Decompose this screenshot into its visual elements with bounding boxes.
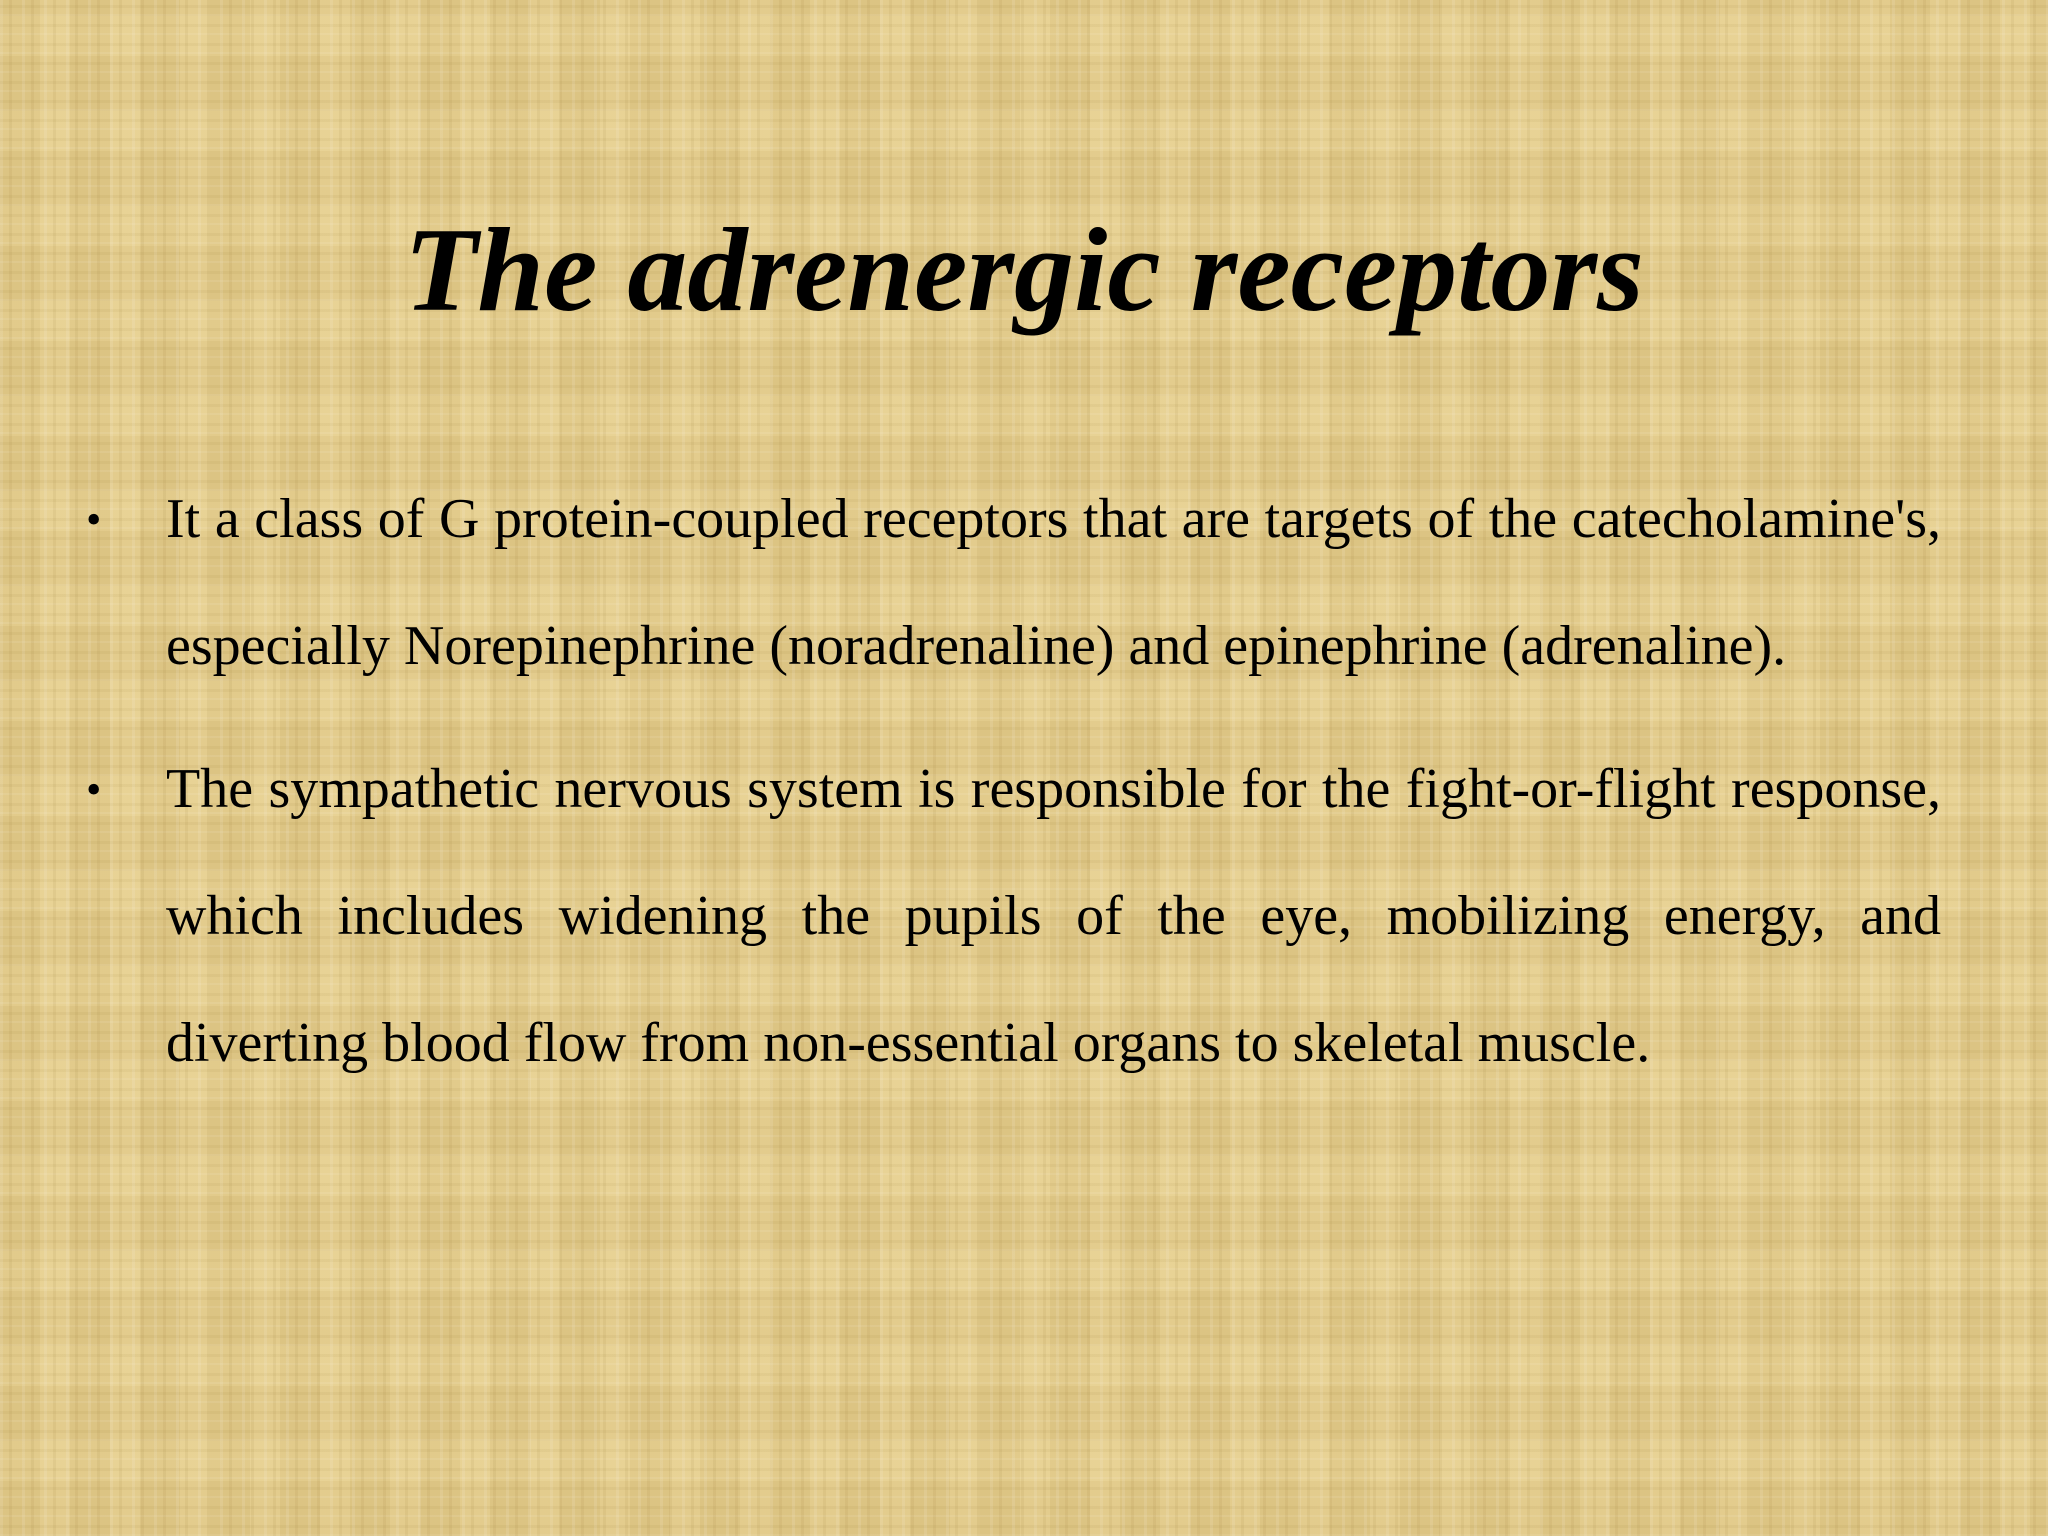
slide-title: The adrenergic receptors: [404, 203, 1644, 336]
bullet-text: The sympathetic nervous system is responsible for the fight-or-flight response, which includes widening the pupils of the eye, mobilizing energy, and diverting blood flow from non-essential organs to skeletal muscle.: [166, 758, 1941, 1074]
bullet-item: [86, 456, 1941, 710]
bullet-icon: •: [86, 765, 102, 814]
bullet-text: It a class of G protein-coupled receptors that are targets of the catecholamine's, especially Norepinephrine (noradrenaline) and epinephrine (adrenaline).: [166, 488, 1941, 677]
bullet-icon: •: [86, 495, 102, 544]
bullet-item: [86, 726, 1941, 1107]
bullet-list: [0, 456, 2048, 1123]
